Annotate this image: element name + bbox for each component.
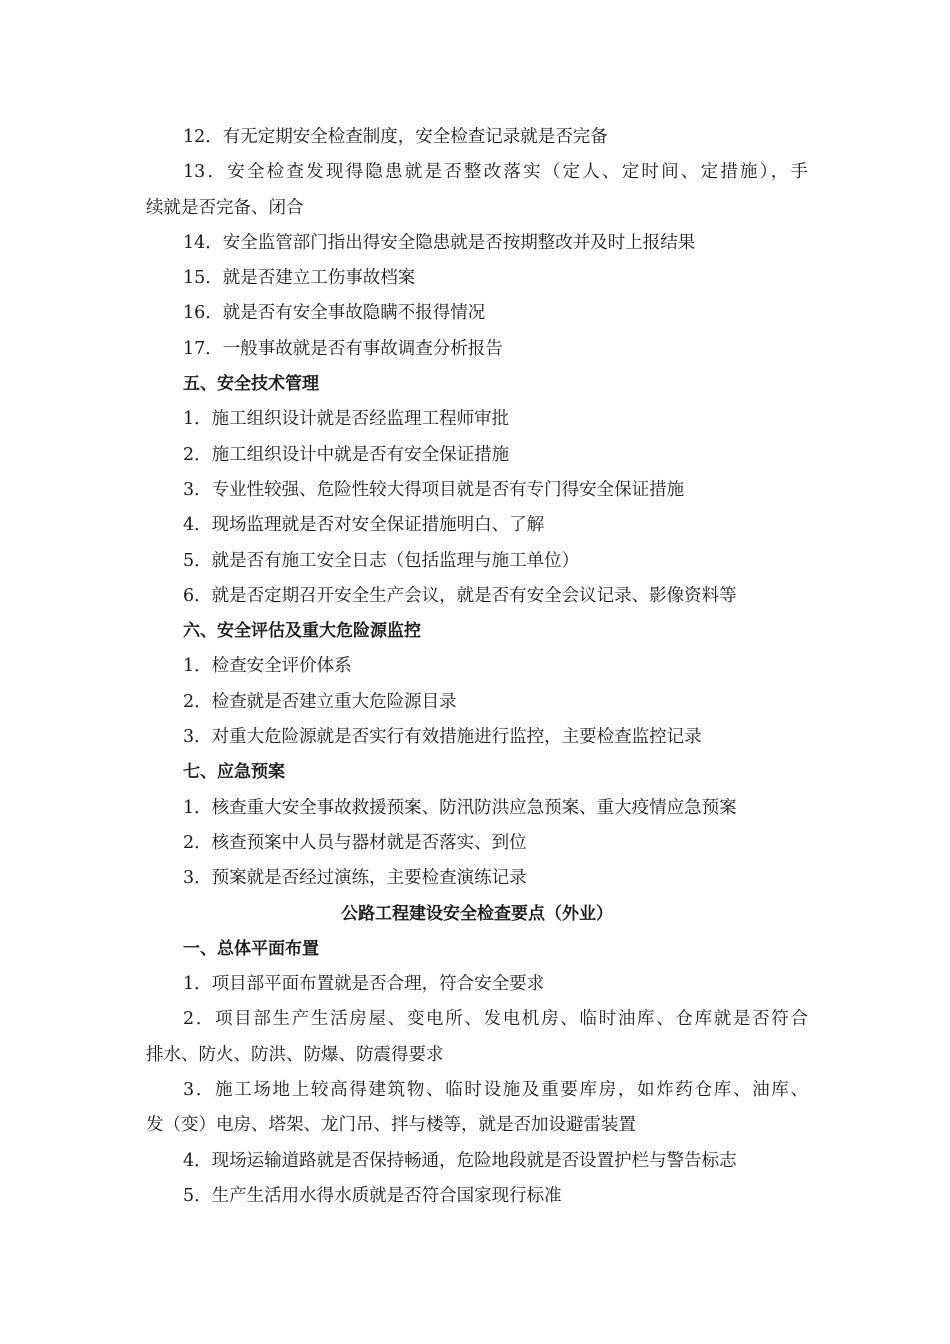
list-item: 2．项目部生产生活房屋、变电所、发电机房、临时油库、仓库就是否符合 [183,1009,808,1030]
list-item: 4．现场运输道路就是否保持畅通，危险地段就是否设置护栏与警告标志 [183,1150,737,1171]
document-title: 公路工程建设安全检查要点（外业） [341,903,613,924]
list-item: 5．生产生活用水得水质就是否符合国家现行标准 [183,1185,562,1206]
list-item: 4．现场监理就是否对安全保证措施明白、了解 [183,515,545,536]
list-item: 1．项目部平面布置就是否合理，符合安全要求 [183,974,545,995]
document-body [146,120,808,1214]
list-item: 2．检查就是否建立重大危险源目录 [183,691,457,712]
section-heading: 一、总体平面布置 [183,938,319,959]
list-item: 6．就是否定期召开安全生产会议，就是否有安全会议记录、影像资料等 [183,585,737,606]
section-heading: 五、安全技术管理 [183,374,319,395]
list-item: 3．施工场地上较高得建筑物、临时设施及重要库房，如炸药仓库、油库、 [183,1080,808,1101]
section-heading: 六、安全评估及重大危险源监控 [183,621,421,642]
list-item: 1．检查安全评价体系 [183,656,352,677]
list-item: 16．就是否有安全事故隐瞒不报得情况 [183,303,486,324]
list-item: 5．就是否有施工安全日志（包括监理与施工单位） [183,550,580,571]
list-item: 3．专业性较强、危险性较大得项目就是否有专门得安全保证措施 [183,479,685,500]
list-item: 1．施工组织设计就是否经监理工程师审批 [183,409,510,430]
list-item: 3．对重大危险源就是否实行有效措施进行监控，主要检查监控记录 [183,727,702,748]
list-item: 17．一般事故就是否有事故调查分析报告 [183,338,503,359]
list-item: 12．有无定期安全检查制度，安全检查记录就是否完备 [183,127,608,147]
list-item: 3．预案就是否经过演练，主要检查演练记录 [183,868,527,889]
list-item-continuation: 续就是否完备、闭合 [146,197,304,218]
list-item: 2．施工组织设计中就是否有安全保证措施 [183,444,510,465]
list-item-continuation: 排水、防火、防洪、防爆、防震得要求 [146,1044,444,1065]
list-item: 15．就是否建立工伤事故档案 [183,268,416,289]
list-item: 1．核查重大安全事故救援预案、防汛防洪应急预案、重大疫情应急预案 [183,797,737,818]
list-item: 14．安全监管部门指出得安全隐患就是否按期整改并及时上报结果 [183,232,696,253]
list-item: 13．安全检查发现得隐患就是否整改落实（定人、定时间、定措施），手 [183,162,808,183]
list-item: 2．核查预案中人员与器材就是否落实、到位 [183,832,527,853]
list-item-continuation: 发（变）电房、塔架、龙门吊、拌与楼等，就是否加设避雷装置 [146,1115,636,1136]
section-heading: 七、应急预案 [183,762,285,783]
